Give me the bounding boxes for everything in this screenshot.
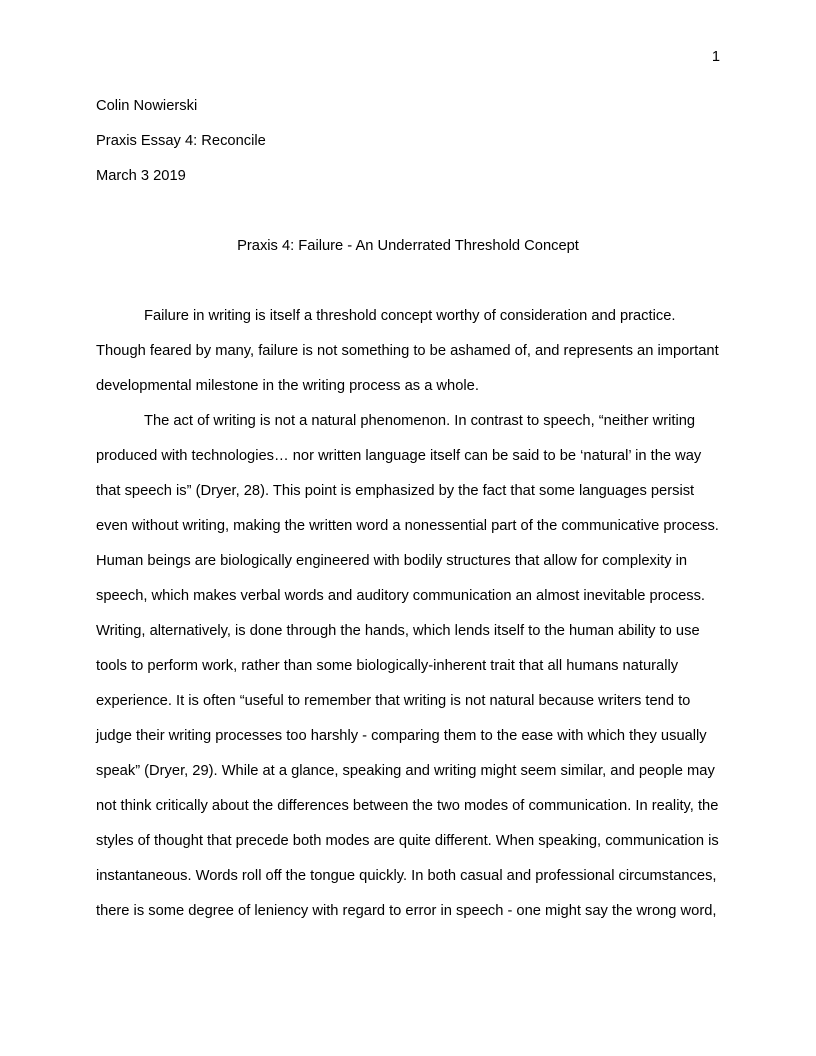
paragraph-line: instantaneous. Words roll off the tongue quickly. In both casual and professional circumstances, xyxy=(96,868,717,884)
paragraph-1 xyxy=(96,299,720,404)
paragraph-line: judge their writing processes too harshly - comparing them to the ease with which they usually xyxy=(96,728,707,744)
essay-title: Praxis 4: Failure - An Underrated Threshold Concept xyxy=(237,238,579,254)
paragraph-line: there is some degree of leniency with regard to error in speech - one might say the wrong word, xyxy=(96,903,717,919)
document-body xyxy=(96,89,720,929)
author-name: Colin Nowierski xyxy=(96,98,198,114)
paragraph-line: experience. It is often “useful to remember that writing is not natural because writers tend to xyxy=(96,693,691,709)
paragraph-line: not think critically about the differences between the two modes of communication. In reality, the xyxy=(96,798,719,814)
paragraph-line: Failure in writing is itself a threshold concept worthy of consideration and practice. xyxy=(144,308,676,324)
paragraph-line: tools to perform work, rather than some biologically-inherent trait that all humans naturally xyxy=(96,658,679,674)
essay-date: March 3 2019 xyxy=(96,168,186,184)
paragraph-line: Though feared by many, failure is not something to be ashamed of, and represents an important xyxy=(96,343,719,359)
paragraph-line: speech, which makes verbal words and auditory communication an almost inevitable process. xyxy=(96,588,706,604)
paragraph-line: The act of writing is not a natural phenomenon. In contrast to speech, “neither writing xyxy=(144,413,696,429)
paragraph-line: styles of thought that precede both modes are quite different. When speaking, communication is xyxy=(96,833,719,849)
spacer xyxy=(96,194,720,229)
course-title: Praxis Essay 4: Reconcile xyxy=(96,133,266,149)
paragraph-line: speak” (Dryer, 29). While at a glance, speaking and writing might seem similar, and people may xyxy=(96,763,715,779)
paragraph-line: even without writing, making the written word a nonessential part of the communicative process. xyxy=(96,518,719,534)
page-number: 1 xyxy=(711,49,720,65)
paragraph-line: produced with technologies… nor written language itself can be said to be ‘natural’ in the way xyxy=(96,448,702,464)
paragraph-line: Human beings are biologically engineered with bodily structures that allow for complexity in xyxy=(96,553,688,569)
paragraph-line: that speech is” (Dryer, 28). This point is emphasized by the fact that some languages persist xyxy=(96,483,695,499)
paragraph-line: Writing, alternatively, is done through the hands, which lends itself to the human ability to use xyxy=(96,623,700,639)
paragraph-line: developmental milestone in the writing process as a whole. xyxy=(96,378,479,394)
spacer xyxy=(96,264,720,299)
paragraph-2 xyxy=(96,404,720,929)
